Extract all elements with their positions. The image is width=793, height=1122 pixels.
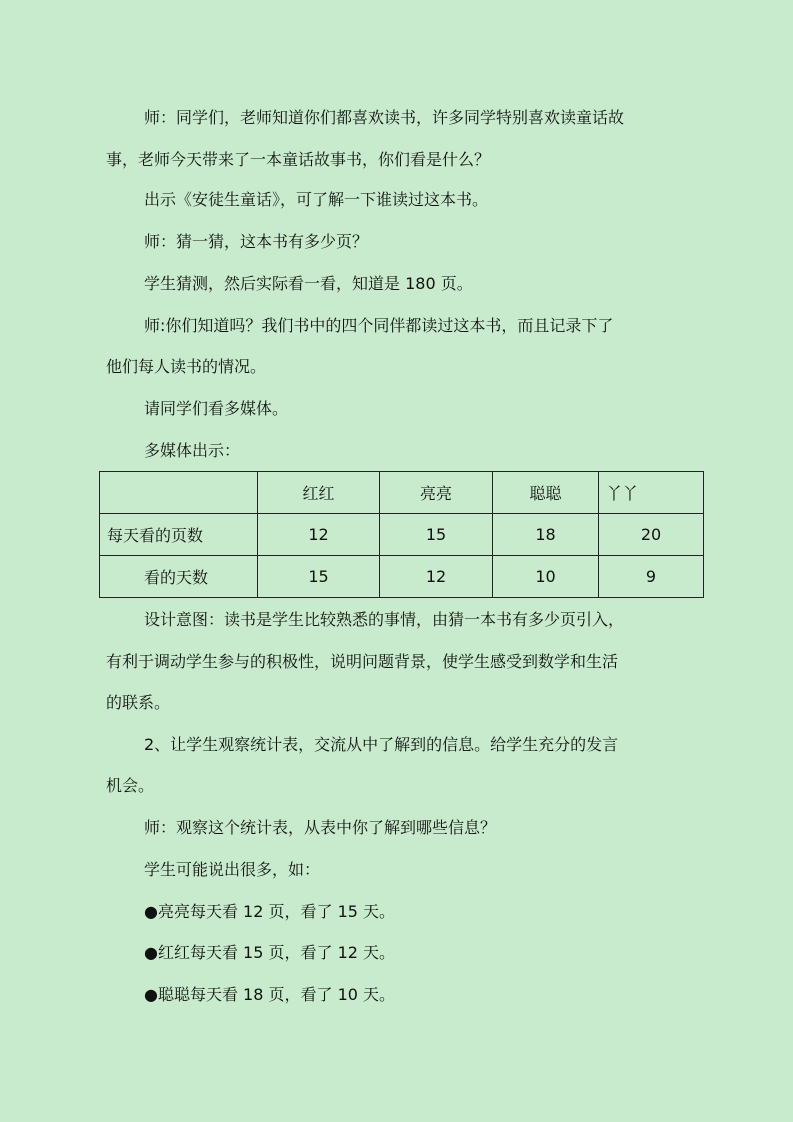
paragraph-line: 师：猜一猜，这本书有多少页？ <box>144 232 369 251</box>
bullet-line: ●聪聪每天看 18 页，看了 10 天。 <box>144 985 396 1004</box>
paragraph-line: 请同学们看多媒体。 <box>144 399 289 418</box>
paragraph-line: 多媒体出示： <box>144 441 241 460</box>
bullet-line: ●红红每天看 15 页，看了 12 天。 <box>144 943 396 962</box>
paragraph-line: 学生可能说出很多，如： <box>144 860 321 879</box>
table-header-cell-empty <box>100 472 258 514</box>
paragraph-line: 师：观察这个统计表，从表中你了解到哪些信息？ <box>144 818 497 837</box>
bullet-line: ●亮亮每天看 12 页，看了 15 天。 <box>144 902 396 921</box>
table-cell: 18 <box>493 514 599 556</box>
table-header-cell: 丫丫 <box>599 472 704 514</box>
paragraph-line: 设计意图：读书是学生比较熟悉的事情，由猜一本书有多少页引入， <box>144 610 625 629</box>
reading-stats-table <box>99 471 704 598</box>
table-cell: 12 <box>380 556 493 598</box>
paragraph-line: 他们每人读书的情况。 <box>106 357 267 376</box>
table-cell: 20 <box>599 514 704 556</box>
table-row <box>100 514 704 556</box>
paragraph-line: 事，老师今天带来了一本童话故事书，你们看是什么？ <box>106 150 491 169</box>
table-row-label: 看的天数 <box>100 556 258 598</box>
table-cell: 15 <box>380 514 493 556</box>
table-cell: 12 <box>258 514 380 556</box>
paragraph-line: 师:你们知道吗？我们书中的四个同伴都读过这本书，而且记录下了 <box>144 316 614 335</box>
table-row <box>100 556 704 598</box>
paragraph-line: 学生猜测，然后实际看一看，知道是 180 页。 <box>144 274 473 293</box>
table-header-cell: 红红 <box>258 472 380 514</box>
paragraph-line: 的联系。 <box>106 693 171 712</box>
table-header-cell: 亮亮 <box>380 472 493 514</box>
paragraph-line: 机会。 <box>106 776 155 795</box>
table-cell: 10 <box>493 556 599 598</box>
paragraph-line: 2、让学生观察统计表，交流从中了解到的信息。给学生充分的发言 <box>144 735 619 754</box>
paragraph-line: 师：同学们，老师知道你们都喜欢读书，许多同学特别喜欢读童话故 <box>144 108 625 127</box>
table-cell: 15 <box>258 556 380 598</box>
table-header-row <box>100 472 704 514</box>
table-row-label: 每天看的页数 <box>100 514 258 556</box>
table-cell: 9 <box>599 556 704 598</box>
table-header-cell: 聪聪 <box>493 472 599 514</box>
paragraph-line: 有利于调动学生参与的积极性，说明问题背景，使学生感受到数学和生活 <box>106 652 619 671</box>
paragraph-line: 出示《安徒生童话》，可了解一下谁读过这本书。 <box>144 190 489 209</box>
